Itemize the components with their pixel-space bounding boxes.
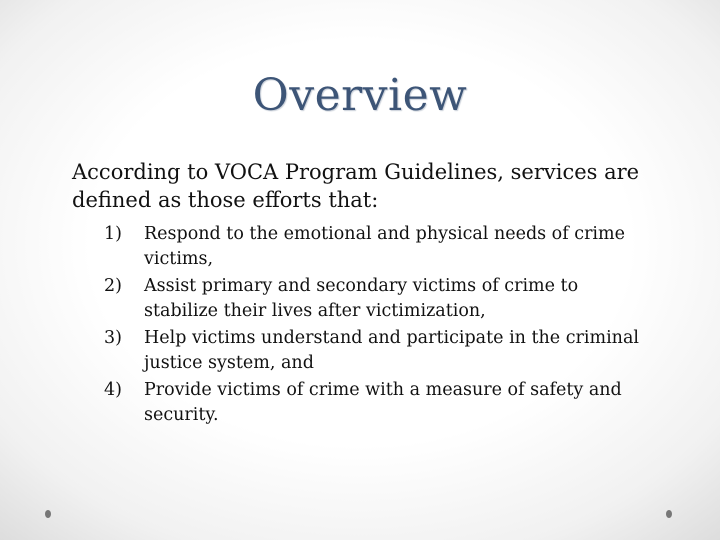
list-item (104, 378, 644, 428)
services-list (104, 222, 644, 430)
list-number: 2) (104, 276, 122, 296)
list-text: Assist primary and secondary victims of crime to stabilize their lives after victimization, (144, 276, 579, 321)
list-item (104, 222, 644, 272)
list-number: 1) (104, 224, 122, 244)
list-text: Respond to the emotional and physical needs of crime victims, (144, 224, 625, 269)
decorative-dot-left (45, 510, 51, 518)
list-item (104, 326, 644, 376)
list-text: Help victims understand and participate in the criminal justice system, and (144, 328, 639, 373)
intro-text: According to VOCA Program Guidelines, services are defined as those efforts that: (72, 160, 640, 212)
list-number: 3) (104, 328, 122, 348)
list-number: 4) (104, 380, 122, 400)
decorative-dot-right (666, 510, 672, 518)
slide-title: Overview (252, 70, 468, 121)
list-item (104, 274, 644, 324)
list-text: Provide victims of crime with a measure of safety and security. (144, 380, 622, 425)
